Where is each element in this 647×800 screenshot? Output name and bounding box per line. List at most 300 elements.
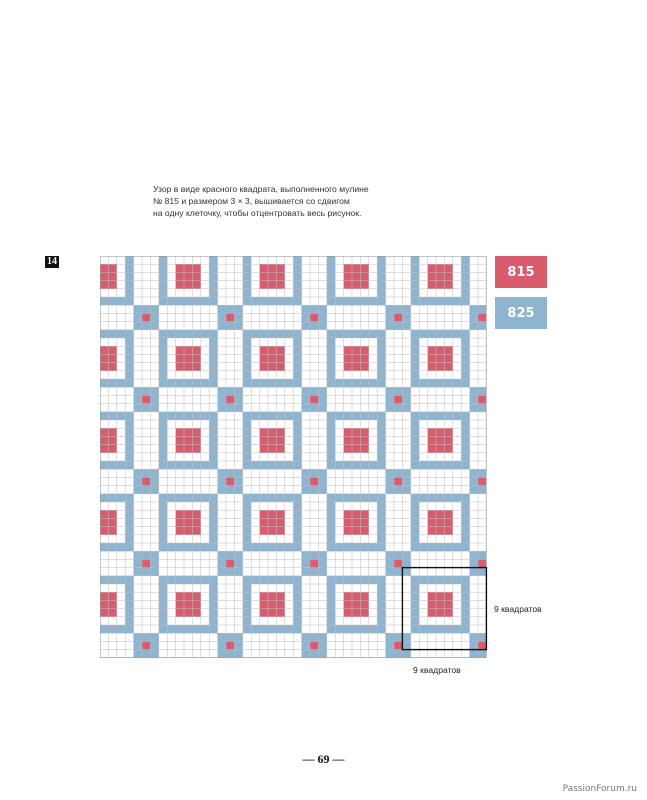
stitch-cell-825 — [302, 322, 310, 330]
stitch-cell-815 — [436, 600, 444, 608]
stitch-cell-815 — [344, 527, 352, 535]
stitch-cell-825 — [411, 617, 419, 625]
stitch-cell-815 — [276, 264, 284, 272]
stitch-cell-825 — [318, 486, 326, 494]
stitch-cell-825 — [402, 551, 410, 559]
stitch-cell-825 — [268, 461, 276, 469]
stitch-cell-825 — [176, 543, 184, 551]
stitch-cell-815 — [108, 445, 116, 453]
stitch-cell-825 — [218, 486, 226, 494]
stitch-cell-815 — [176, 445, 184, 453]
stitch-cell-825 — [419, 494, 427, 502]
stitch-cell-825 — [394, 305, 402, 313]
stitch-cell-815 — [108, 527, 116, 535]
stitch-cell-825 — [234, 322, 242, 330]
stitch-cell-825 — [436, 461, 444, 469]
stitch-cell-825 — [243, 535, 251, 543]
stitch-cell-825 — [243, 592, 251, 600]
stitch-cell-825 — [184, 576, 192, 584]
stitch-cell-815 — [184, 527, 192, 535]
stitch-cell-815 — [184, 363, 192, 371]
stitch-cell-815 — [344, 609, 352, 617]
stitch-cell-825 — [411, 535, 419, 543]
stitch-cell-815 — [436, 428, 444, 436]
stitch-cell-825 — [461, 527, 469, 535]
stitch-cell-825 — [125, 518, 133, 526]
stitch-cell-825 — [461, 256, 469, 264]
stitch-cell-825 — [167, 297, 175, 305]
stitch-cell-815 — [260, 428, 268, 436]
stitch-cell-825 — [293, 592, 301, 600]
stitch-cell-825 — [386, 313, 394, 321]
stitch-cell-815 — [352, 354, 360, 362]
stitch-cell-815 — [276, 527, 284, 535]
stitch-cell-815 — [100, 527, 108, 535]
stitch-cell-825 — [327, 576, 335, 584]
stitch-cell-825 — [184, 494, 192, 502]
stitch-cell-825 — [260, 625, 268, 633]
stitch-cell-815 — [108, 346, 116, 354]
stitch-cell-825 — [352, 297, 360, 305]
stitch-cell-825 — [411, 379, 419, 387]
stitch-cell-825 — [117, 576, 125, 584]
stitch-cell-825 — [377, 272, 385, 280]
stitch-cell-815 — [360, 527, 368, 535]
stitch-cell-825 — [352, 330, 360, 338]
stitch-cell-825 — [125, 264, 133, 272]
stitch-cell-825 — [176, 494, 184, 502]
stitch-cell-825 — [411, 289, 419, 297]
stitch-cell-825 — [327, 428, 335, 436]
stitch-cell-815 — [276, 600, 284, 608]
stitch-cell-825 — [276, 576, 284, 584]
stitch-cell-825 — [209, 453, 217, 461]
stitch-cell-825 — [377, 625, 385, 633]
stitch-cell-825 — [243, 371, 251, 379]
stitch-cell-825 — [201, 412, 209, 420]
stitch-cell-815 — [100, 600, 108, 608]
stitch-cell-825 — [218, 305, 226, 313]
stitch-cell-825 — [293, 338, 301, 346]
stitch-cell-825 — [444, 330, 452, 338]
stitch-cell-825 — [192, 297, 200, 305]
stitch-cell-825 — [310, 387, 318, 395]
stitch-cell-825 — [243, 346, 251, 354]
stitch-cell-815 — [268, 363, 276, 371]
stitch-cell-825 — [453, 576, 461, 584]
stitch-cell-815 — [428, 354, 436, 362]
stitch-cell-825 — [461, 543, 469, 551]
stitch-cell-825 — [461, 338, 469, 346]
stitch-cell-815 — [108, 363, 116, 371]
stitch-cell-825 — [327, 297, 335, 305]
stitch-cell-825 — [386, 322, 394, 330]
stitch-cell-825 — [218, 395, 226, 403]
stitch-cell-825 — [192, 543, 200, 551]
stitch-cell-825 — [260, 379, 268, 387]
stitch-cell-825 — [402, 305, 410, 313]
stitch-cell-825 — [209, 363, 217, 371]
stitch-cell-825 — [377, 535, 385, 543]
stitch-cell-815 — [268, 354, 276, 362]
stitch-cell-825 — [150, 477, 158, 485]
stitch-cell-825 — [377, 543, 385, 551]
stitch-cell-825 — [386, 633, 394, 641]
stitch-cell-815 — [268, 436, 276, 444]
stitch-cell-825 — [108, 494, 116, 502]
stitch-cell-825 — [461, 576, 469, 584]
stitch-cell-825 — [377, 428, 385, 436]
stitch-cell-825 — [243, 494, 251, 502]
stitch-cell-825 — [318, 313, 326, 321]
stitch-cell-825 — [218, 559, 226, 567]
stitch-cell-815 — [360, 281, 368, 289]
stitch-cell-815 — [276, 428, 284, 436]
stitch-cell-815 — [142, 313, 150, 321]
stitch-cell-825 — [125, 428, 133, 436]
stitch-cell-815 — [428, 264, 436, 272]
stitch-cell-825 — [470, 387, 478, 395]
stitch-cell-825 — [411, 543, 419, 551]
stitch-cell-815 — [360, 354, 368, 362]
stitch-cell-825 — [377, 617, 385, 625]
stitch-cell-815 — [192, 436, 200, 444]
stitch-cell-825 — [209, 445, 217, 453]
stitch-cell-825 — [159, 518, 167, 526]
stitch-cell-825 — [310, 650, 318, 658]
stitch-cell-825 — [411, 494, 419, 502]
stitch-cell-815 — [268, 281, 276, 289]
stitch-cell-825 — [125, 297, 133, 305]
stitch-cell-825 — [243, 510, 251, 518]
stitch-cell-825 — [243, 428, 251, 436]
stitch-cell-825 — [176, 297, 184, 305]
stitch-cell-825 — [201, 461, 209, 469]
stitch-cell-815 — [276, 445, 284, 453]
stitch-cell-815 — [360, 609, 368, 617]
stitch-cell-815 — [100, 272, 108, 280]
stitch-cell-825 — [369, 494, 377, 502]
stitch-cell-815 — [344, 592, 352, 600]
stitch-cell-825 — [276, 494, 284, 502]
stitch-cell-825 — [226, 650, 234, 658]
stitch-cell-825 — [134, 633, 142, 641]
stitch-cell-825 — [108, 330, 116, 338]
stitch-cell-825 — [209, 584, 217, 592]
stitch-cell-825 — [360, 625, 368, 633]
stitch-cell-825 — [209, 617, 217, 625]
stitch-cell-815 — [268, 518, 276, 526]
stitch-cell-825 — [461, 363, 469, 371]
stitch-cell-815 — [428, 527, 436, 535]
stitch-cell-815 — [184, 264, 192, 272]
stitch-cell-825 — [293, 297, 301, 305]
stitch-cell-815 — [260, 518, 268, 526]
stitch-cell-825 — [478, 551, 486, 559]
stitch-cell-825 — [125, 354, 133, 362]
stitch-cell-815 — [192, 592, 200, 600]
stitch-cell-825 — [293, 371, 301, 379]
stitch-cell-825 — [218, 551, 226, 559]
stitch-cell-825 — [411, 346, 419, 354]
stitch-cell-825 — [243, 379, 251, 387]
stitch-cell-815 — [176, 518, 184, 526]
stitch-cell-815 — [352, 518, 360, 526]
stitch-cell-825 — [243, 461, 251, 469]
stitch-cell-815 — [260, 264, 268, 272]
stitch-cell-825 — [260, 543, 268, 551]
stitch-cell-825 — [327, 584, 335, 592]
stitch-cell-825 — [234, 305, 242, 313]
stitch-cell-825 — [108, 543, 116, 551]
stitch-cell-825 — [192, 494, 200, 502]
stitch-cell-825 — [209, 436, 217, 444]
stitch-cell-825 — [125, 543, 133, 551]
stitch-cell-825 — [159, 609, 167, 617]
stitch-cell-825 — [125, 346, 133, 354]
stitch-cell-825 — [192, 576, 200, 584]
stitch-cell-825 — [142, 633, 150, 641]
stitch-cell-825 — [201, 494, 209, 502]
stitch-cell-815 — [260, 281, 268, 289]
stitch-cell-825 — [377, 445, 385, 453]
stitch-cell-825 — [386, 551, 394, 559]
stitch-cell-825 — [394, 486, 402, 494]
stitch-cell-815 — [310, 641, 318, 649]
stitch-cell-825 — [142, 568, 150, 576]
stitch-cell-815 — [478, 641, 486, 649]
stitch-cell-825 — [176, 412, 184, 420]
stitch-cell-825 — [411, 625, 419, 633]
stitch-cell-825 — [159, 264, 167, 272]
stitch-cell-825 — [419, 297, 427, 305]
stitch-cell-825 — [201, 379, 209, 387]
stitch-cell-825 — [293, 494, 301, 502]
swatch-code: 825 — [507, 305, 535, 321]
stitch-cell-825 — [100, 461, 108, 469]
stitch-cell-825 — [209, 461, 217, 469]
stitch-cell-825 — [352, 494, 360, 502]
stitch-cell-825 — [268, 494, 276, 502]
stitch-cell-825 — [150, 404, 158, 412]
stitch-cell-825 — [125, 363, 133, 371]
stitch-cell-825 — [461, 428, 469, 436]
stitch-cell-815 — [268, 600, 276, 608]
stitch-cell-825 — [243, 576, 251, 584]
stitch-cell-825 — [159, 281, 167, 289]
stitch-cell-825 — [184, 461, 192, 469]
stitch-cell-825 — [428, 297, 436, 305]
stitch-cell-825 — [318, 559, 326, 567]
stitch-cell-815 — [100, 592, 108, 600]
stitch-cell-825 — [461, 412, 469, 420]
stitch-cell-825 — [243, 281, 251, 289]
stitch-cell-825 — [470, 313, 478, 321]
stitch-cell-825 — [125, 289, 133, 297]
stitch-cell-825 — [276, 297, 284, 305]
stitch-cell-815 — [108, 600, 116, 608]
stitch-cell-825 — [167, 625, 175, 633]
stitch-cell-825 — [377, 592, 385, 600]
stitch-cell-825 — [470, 641, 478, 649]
stitch-cell-815 — [142, 395, 150, 403]
stitch-cell-815 — [260, 592, 268, 600]
stitch-cell-825 — [302, 641, 310, 649]
stitch-cell-825 — [461, 264, 469, 272]
stitch-cell-825 — [318, 395, 326, 403]
stitch-cell-825 — [209, 330, 217, 338]
stitch-cell-825 — [209, 420, 217, 428]
stitch-cell-825 — [377, 518, 385, 526]
stitch-cell-815 — [226, 477, 234, 485]
stitch-cell-815 — [444, 346, 452, 354]
stitch-cell-815 — [428, 609, 436, 617]
stitch-cell-825 — [411, 592, 419, 600]
stitch-cell-825 — [344, 379, 352, 387]
stitch-cell-815 — [276, 281, 284, 289]
stitch-cell-825 — [100, 412, 108, 420]
stitch-cell-825 — [184, 625, 192, 633]
stitch-cell-825 — [108, 576, 116, 584]
stitch-cell-825 — [377, 576, 385, 584]
stitch-cell-825 — [100, 543, 108, 551]
stitch-cell-825 — [302, 313, 310, 321]
stitch-cell-825 — [125, 592, 133, 600]
stitch-cell-815 — [100, 445, 108, 453]
stitch-cell-815 — [176, 281, 184, 289]
stitch-cell-815 — [176, 346, 184, 354]
stitch-cell-825 — [251, 543, 259, 551]
stitch-cell-825 — [428, 543, 436, 551]
stitch-cell-815 — [444, 445, 452, 453]
stitch-cell-825 — [285, 543, 293, 551]
stitch-cell-825 — [243, 330, 251, 338]
stitch-cell-825 — [453, 494, 461, 502]
stitch-cell-825 — [293, 330, 301, 338]
stitch-cell-825 — [327, 363, 335, 371]
stitch-cell-825 — [234, 551, 242, 559]
stitch-cell-825 — [377, 354, 385, 362]
stitch-cell-825 — [117, 379, 125, 387]
stitch-cell-815 — [436, 264, 444, 272]
stitch-cell-825 — [243, 264, 251, 272]
pattern-number-badge: 14 — [47, 256, 57, 267]
stitch-cell-825 — [209, 494, 217, 502]
stitch-cell-825 — [125, 412, 133, 420]
stitch-cell-825 — [293, 518, 301, 526]
stitch-cell-825 — [453, 461, 461, 469]
stitch-cell-825 — [478, 568, 486, 576]
color-swatch-825 — [495, 297, 547, 329]
stitch-cell-825 — [209, 510, 217, 518]
swatch-code: 815 — [507, 264, 535, 280]
stitch-cell-825 — [125, 502, 133, 510]
stitch-cell-825 — [411, 445, 419, 453]
stitch-cell-815 — [444, 600, 452, 608]
stitch-cell-825 — [394, 322, 402, 330]
stitch-cell-825 — [402, 650, 410, 658]
stitch-cell-815 — [176, 600, 184, 608]
stitch-cell-825 — [125, 584, 133, 592]
stitch-cell-815 — [192, 518, 200, 526]
stitch-cell-825 — [444, 379, 452, 387]
stitch-cell-815 — [360, 272, 368, 280]
stitch-cell-825 — [150, 559, 158, 567]
stitch-cell-825 — [327, 354, 335, 362]
stitch-cell-825 — [377, 256, 385, 264]
stitch-cell-815 — [100, 281, 108, 289]
stitch-cell-825 — [142, 387, 150, 395]
stitch-cell-815 — [192, 510, 200, 518]
stitch-cell-825 — [327, 518, 335, 526]
stitch-cell-825 — [344, 625, 352, 633]
stitch-cell-825 — [125, 281, 133, 289]
stitch-cell-815 — [344, 518, 352, 526]
stitch-cell-825 — [377, 281, 385, 289]
stitch-cell-825 — [167, 494, 175, 502]
stitch-cell-825 — [293, 543, 301, 551]
stitch-cell-825 — [117, 297, 125, 305]
stitch-cell-825 — [470, 305, 478, 313]
stitch-cell-825 — [260, 461, 268, 469]
stitch-cell-825 — [134, 404, 142, 412]
stitch-cell-825 — [201, 543, 209, 551]
stitch-cell-825 — [276, 412, 284, 420]
stitch-cell-825 — [327, 436, 335, 444]
stitch-cell-825 — [302, 551, 310, 559]
stitch-cell-825 — [394, 469, 402, 477]
stitch-cell-825 — [293, 264, 301, 272]
stitch-cell-825 — [285, 494, 293, 502]
stitch-cell-825 — [335, 576, 343, 584]
stitch-cell-825 — [369, 379, 377, 387]
stitch-cell-815 — [428, 428, 436, 436]
stitch-cell-825 — [327, 346, 335, 354]
stitch-cell-815 — [352, 346, 360, 354]
stitch-cell-825 — [218, 322, 226, 330]
stitch-cell-815 — [344, 354, 352, 362]
stitch-cell-825 — [461, 346, 469, 354]
stitch-cell-825 — [134, 305, 142, 313]
stitch-cell-825 — [159, 330, 167, 338]
stitch-cell-815 — [268, 264, 276, 272]
stitch-cell-825 — [327, 412, 335, 420]
stitch-cell-825 — [125, 272, 133, 280]
stitch-cell-825 — [243, 600, 251, 608]
stitch-cell-815 — [394, 395, 402, 403]
stitch-cell-825 — [251, 625, 259, 633]
stitch-cell-825 — [327, 371, 335, 379]
stitch-cell-825 — [411, 371, 419, 379]
stitch-cell-825 — [377, 494, 385, 502]
stitch-cell-815 — [108, 354, 116, 362]
stitch-cell-825 — [134, 650, 142, 658]
stitch-cell-825 — [369, 625, 377, 633]
stitch-cell-825 — [234, 395, 242, 403]
stitch-cell-815 — [436, 518, 444, 526]
stitch-cell-815 — [360, 600, 368, 608]
stitch-cell-825 — [461, 600, 469, 608]
stitch-cell-825 — [209, 264, 217, 272]
pattern-caption — [153, 183, 413, 219]
stitch-cell-825 — [461, 420, 469, 428]
stitch-cell-815 — [478, 559, 486, 567]
stitch-cell-815 — [310, 313, 318, 321]
stitch-cell-825 — [352, 412, 360, 420]
stitch-cell-825 — [218, 387, 226, 395]
stitch-cell-825 — [268, 625, 276, 633]
stitch-cell-815 — [268, 510, 276, 518]
